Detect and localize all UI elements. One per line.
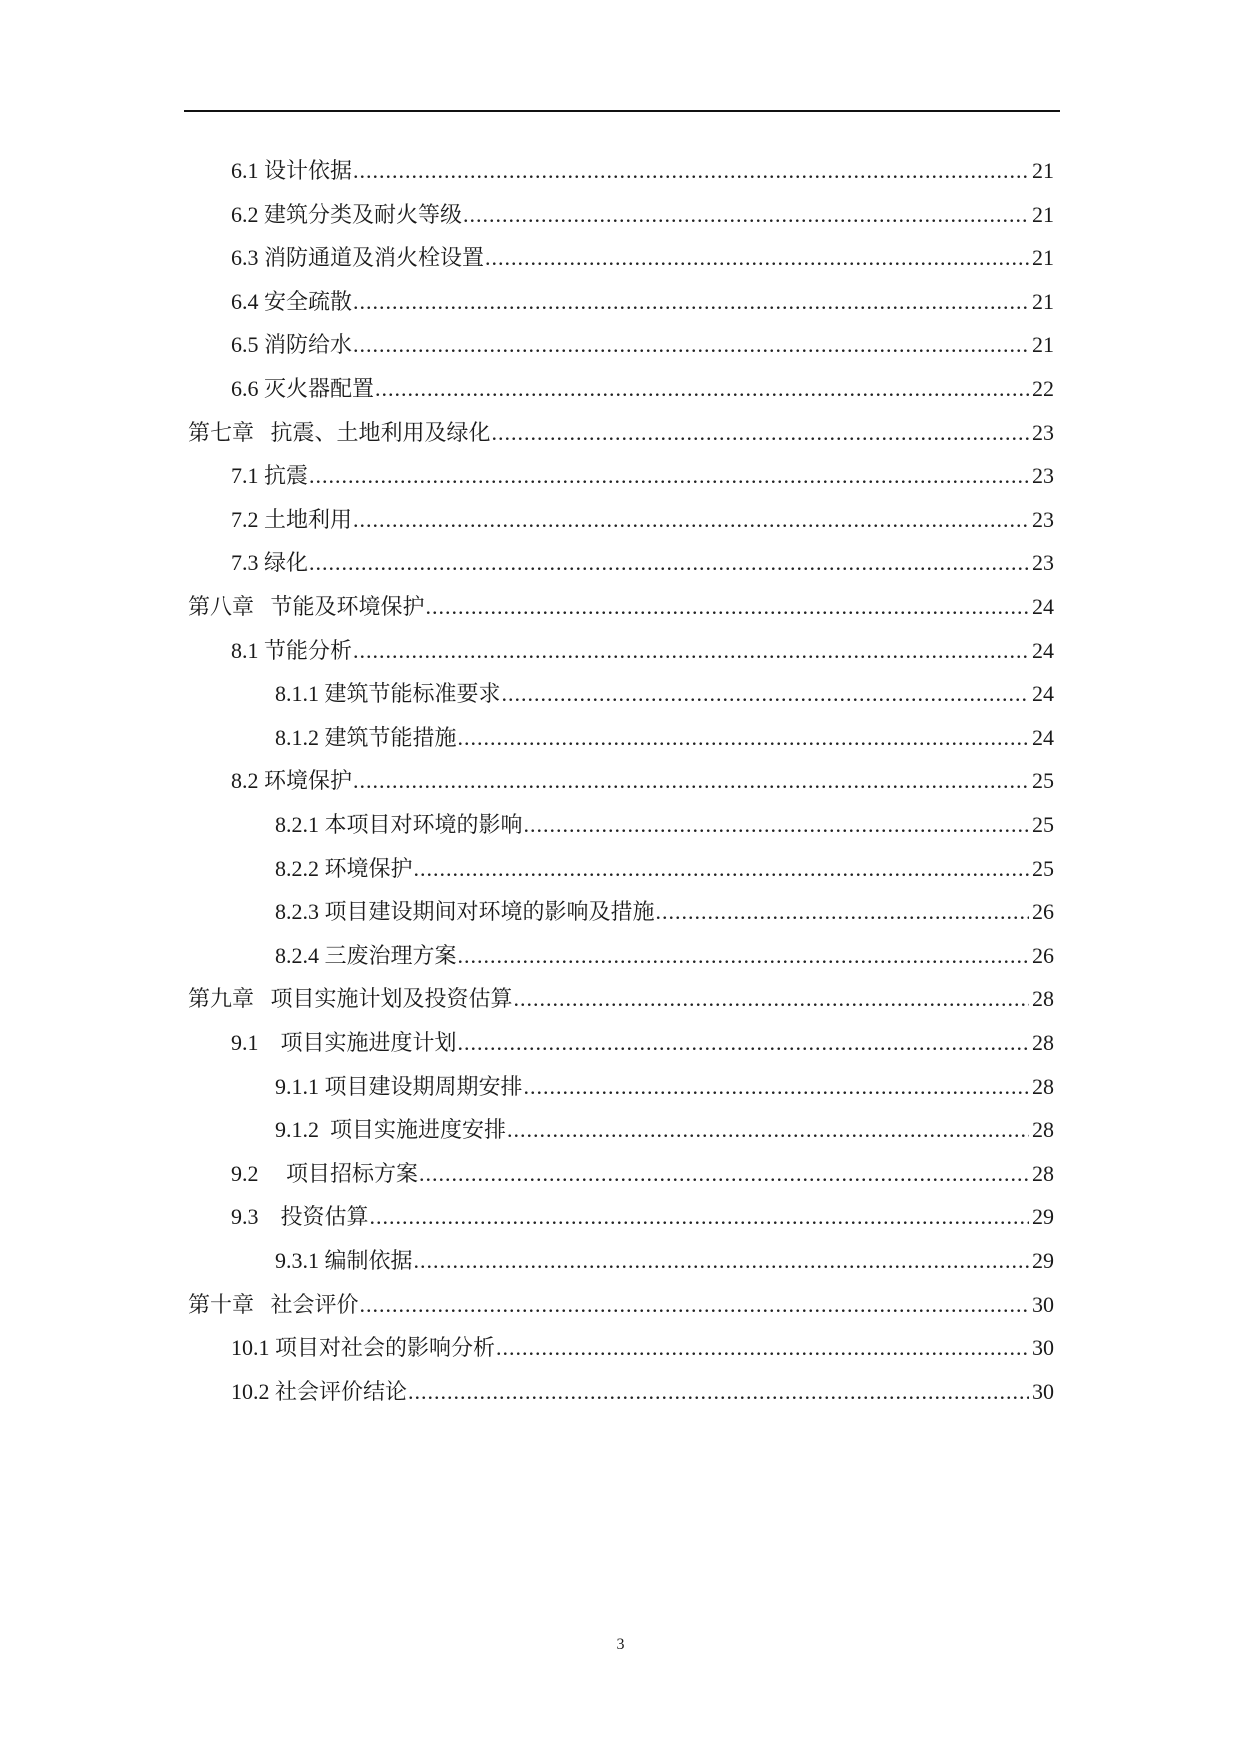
toc-entry-number: 10.1 [231, 1335, 275, 1361]
toc-entry-number: 8.2 [231, 768, 264, 794]
toc-leader-dots [353, 504, 1029, 536]
toc-entry-page: 25 [1032, 812, 1054, 837]
toc-leader-dots [458, 722, 1029, 754]
toc-entry-title: 项目招标方案 [258, 1160, 419, 1186]
toc-leader-dots [360, 1289, 1029, 1321]
toc-entry-page: 30 [1032, 1291, 1054, 1317]
toc-entry[interactable] [231, 155, 1054, 187]
toc-entry-number: 6.2 [231, 201, 264, 227]
toc-entry-page: 23 [1032, 550, 1054, 576]
toc-entry[interactable] [275, 1245, 1054, 1277]
toc-leader-dots [414, 853, 1029, 885]
toc-entry-title: 编制依据 [324, 1248, 413, 1273]
toc-entry[interactable] [275, 1071, 1054, 1103]
toc-leader-dots [524, 809, 1029, 841]
toc-leader-dots [524, 1071, 1029, 1103]
toc-entry-page: 30 [1032, 1378, 1054, 1404]
toc-leader-dots [309, 460, 1029, 492]
toc-leader-dots [458, 1027, 1029, 1059]
toc-leader-dots [419, 1158, 1029, 1190]
toc-entry[interactable] [231, 373, 1054, 405]
toc-entry-title: 设计依据 [264, 158, 353, 183]
toc-leader-dots [353, 155, 1029, 187]
toc-entry-title: 抗震、土地利用及绿化 [254, 419, 491, 445]
toc-entry-title: 土地利用 [264, 506, 353, 532]
toc-entry[interactable] [231, 242, 1054, 274]
toc-entry-title: 消防给水 [264, 332, 353, 358]
toc-leader-dots [507, 1114, 1029, 1146]
toc-entry[interactable] [275, 1114, 1054, 1146]
toc-entry-number: 8.2.4 [275, 942, 325, 968]
toc-entry-number: 8.2.3 [275, 899, 325, 925]
toc-entry[interactable] [231, 1376, 1054, 1408]
toc-entry-page: 21 [1032, 158, 1054, 183]
toc-entry-title: 绿化 [264, 550, 309, 576]
toc-entry-number: 9.1.2 [275, 1117, 319, 1143]
toc-entry-number: 9.2 [231, 1160, 259, 1186]
toc-entry-page: 23 [1032, 506, 1054, 532]
toc-leader-dots [458, 940, 1029, 972]
toc-entry-title: 项目实施进度安排 [319, 1117, 507, 1143]
toc-entry[interactable] [231, 199, 1054, 231]
toc-leader-dots [502, 678, 1029, 710]
toc-entry-title: 社会评价 [254, 1291, 359, 1317]
toc-entry-number: 6.1 [231, 158, 264, 183]
toc-entry-number: 6.4 [231, 288, 264, 314]
toc-entry-page: 21 [1032, 288, 1054, 314]
toc-leader-dots [370, 1201, 1029, 1233]
toc-entry-number: 8.1.1 [275, 681, 325, 707]
toc-entry-number: 6.5 [231, 332, 264, 358]
toc-entry[interactable] [231, 547, 1054, 579]
toc-entry[interactable] [231, 1027, 1054, 1059]
toc-entry-number: 8.1 [231, 637, 264, 663]
toc-entry-number: 9.1.1 [275, 1073, 325, 1099]
toc-entry-page: 25 [1032, 768, 1054, 794]
toc-entry-title: 项目实施计划及投资估算 [254, 986, 513, 1012]
toc-entry-number: 8.2.1 [275, 812, 325, 837]
toc-entry-number: 第九章 [188, 986, 255, 1012]
toc-entry-page: 23 [1032, 419, 1054, 445]
toc-leader-dots [353, 329, 1029, 361]
toc-entry-page: 28 [1032, 1030, 1054, 1055]
toc-leader-dots [414, 1245, 1029, 1277]
toc-entry-page: 23 [1032, 463, 1054, 489]
toc-leader-dots [485, 242, 1029, 274]
toc-entry[interactable] [275, 809, 1054, 841]
toc-entry-page: 22 [1032, 376, 1054, 401]
toc-entry-title: 安全疏散 [264, 288, 353, 314]
toc-entry-number: 第七章 [188, 419, 255, 445]
page-number: 3 [616, 1636, 625, 1653]
toc-leader-dots [514, 983, 1029, 1015]
toc-entry[interactable] [275, 940, 1054, 972]
toc-entry-title: 三废治理方案 [324, 942, 457, 968]
toc-entry-title: 抗震 [264, 463, 309, 489]
toc-entry-page: 26 [1032, 942, 1054, 968]
toc-entry-page: 28 [1032, 986, 1054, 1012]
toc-entry-number: 7.2 [231, 506, 264, 532]
toc-entry-number: 8.1.2 [275, 724, 325, 750]
toc-leader-dots [408, 1376, 1029, 1408]
toc-entry-title: 建筑节能措施 [324, 724, 457, 750]
toc-entry-title: 环境保护 [324, 855, 413, 881]
toc-entry-page: 29 [1032, 1248, 1054, 1273]
toc-entry[interactable] [275, 853, 1054, 885]
toc-entry-number: 9.1 [231, 1030, 259, 1055]
toc-entry-page: 24 [1032, 594, 1054, 619]
toc-entry-number: 7.1 [231, 463, 264, 489]
toc-entry[interactable] [188, 417, 1054, 449]
toc-entry-title: 节能及环境保护 [254, 594, 425, 619]
toc-entry-number: 第八章 [188, 594, 255, 619]
toc-entry-page: 28 [1032, 1160, 1054, 1186]
toc-leader-dots [375, 373, 1029, 405]
toc-entry[interactable] [275, 678, 1054, 710]
toc-leader-dots [353, 635, 1029, 667]
toc-entry-page: 29 [1032, 1204, 1054, 1230]
toc-entry-page: 24 [1032, 724, 1054, 750]
toc-entry-page: 28 [1032, 1073, 1054, 1099]
toc-entry[interactable] [231, 1332, 1054, 1364]
toc-entry-title: 项目建设期间对环境的影响及措施 [324, 899, 655, 925]
toc-entry[interactable] [188, 1289, 1054, 1321]
toc-entry-title: 项目实施进度计划 [258, 1030, 457, 1055]
toc-entry-title: 建筑分类及耐火等级 [264, 201, 463, 227]
toc-leader-dots [492, 417, 1029, 449]
toc-entry-title: 项目对社会的影响分析 [275, 1335, 496, 1361]
toc-entry-number: 8.2.2 [275, 855, 325, 881]
toc-entry[interactable] [231, 1201, 1054, 1233]
toc-entry-number: 7.3 [231, 550, 264, 576]
toc-entry-page: 21 [1032, 245, 1054, 271]
toc-leader-dots [353, 765, 1029, 797]
toc-entry-title: 灭火器配置 [264, 376, 375, 401]
toc-entry-number: 6.3 [231, 245, 264, 271]
toc-entry[interactable] [231, 504, 1054, 536]
toc-entry-title: 环境保护 [264, 768, 353, 794]
toc-entry-title: 本项目对环境的影响 [324, 812, 523, 837]
toc-entry-page: 28 [1032, 1117, 1054, 1143]
toc-entry-page: 24 [1032, 681, 1054, 707]
toc-entry-title: 项目建设期周期安排 [324, 1073, 523, 1099]
toc-entry-page: 25 [1032, 855, 1054, 881]
toc-entry[interactable] [231, 765, 1054, 797]
toc-entry[interactable] [231, 1158, 1054, 1190]
toc-leader-dots [496, 1332, 1029, 1364]
toc-entry[interactable] [275, 896, 1054, 928]
toc-entry-number: 10.2 [231, 1378, 275, 1404]
toc-entry-title: 社会评价结论 [275, 1378, 408, 1404]
toc-leader-dots [309, 547, 1029, 579]
toc-entry-number: 第十章 [188, 1291, 255, 1317]
toc-entry-title: 节能分析 [264, 637, 353, 663]
toc-entry-title: 消防通道及消火栓设置 [264, 245, 485, 271]
toc-entry-page: 26 [1032, 899, 1054, 925]
toc-entry[interactable] [231, 460, 1054, 492]
toc-entry-number: 6.6 [231, 376, 264, 401]
toc-leader-dots [426, 591, 1029, 623]
toc-entry-page: 24 [1032, 637, 1054, 663]
toc-entry[interactable] [188, 983, 1054, 1015]
toc-entry[interactable] [188, 591, 1054, 623]
header-rule [184, 110, 1060, 112]
toc-leader-dots [656, 896, 1029, 928]
toc-entry-page: 21 [1032, 201, 1054, 227]
toc-entry-number: 9.3 [231, 1204, 259, 1230]
toc-entry[interactable] [231, 329, 1054, 361]
toc-entry[interactable] [231, 286, 1054, 318]
toc-entry-number: 9.3.1 [275, 1248, 325, 1273]
toc-entry[interactable] [231, 635, 1054, 667]
toc-entry-title: 建筑节能标准要求 [324, 681, 501, 707]
toc-entry-page: 21 [1032, 332, 1054, 358]
toc-entry-page: 30 [1032, 1335, 1054, 1361]
toc-leader-dots [463, 199, 1029, 231]
toc-entry-title: 投资估算 [258, 1204, 369, 1230]
toc-leader-dots [353, 286, 1029, 318]
toc-entry[interactable] [275, 722, 1054, 754]
